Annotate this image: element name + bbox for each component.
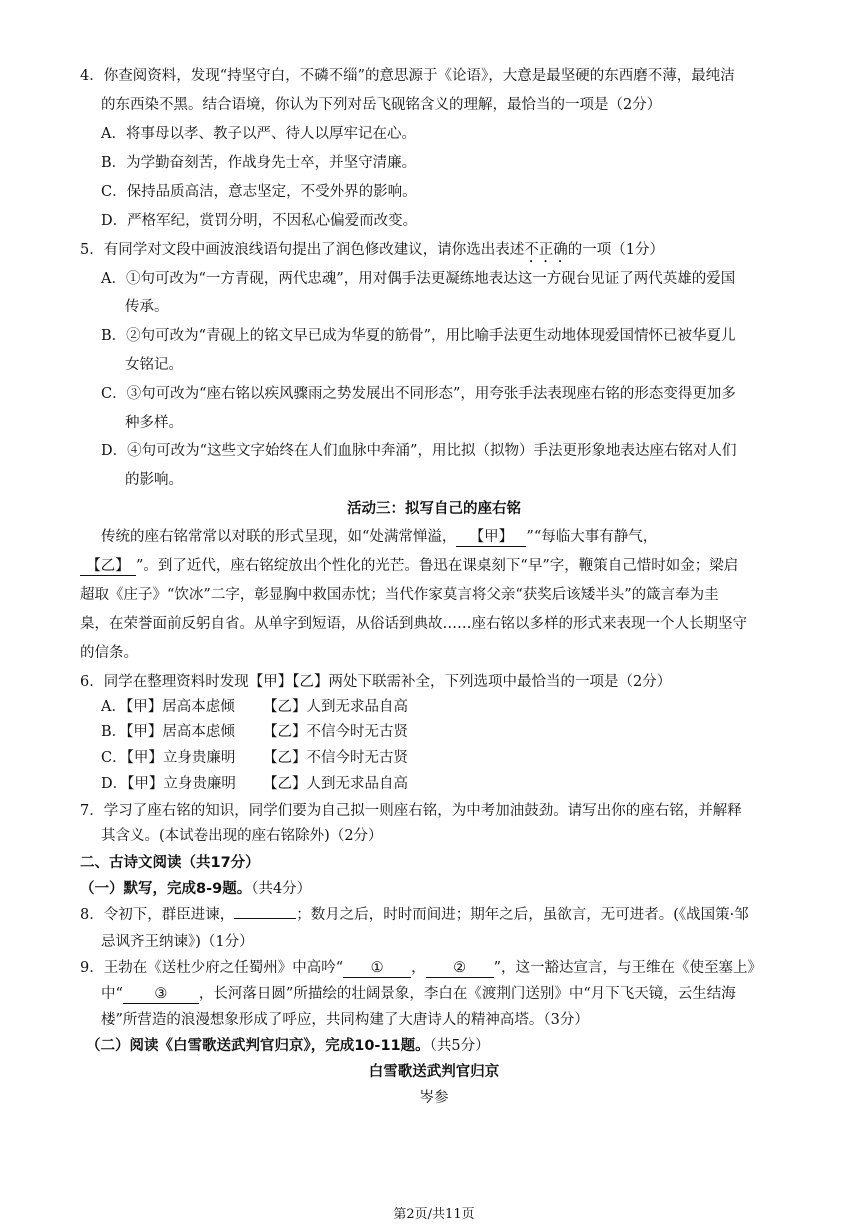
q9-text: ， bbox=[411, 960, 426, 976]
q7-stem-line1: 7．学习了座右铭的知识，同学们要为自己拟一则座右铭，为中考加油鼓劲。请写出你的座右铭，并解释 bbox=[80, 803, 742, 819]
q5-option-a-line2: 传承。 bbox=[125, 299, 169, 315]
page-number: 第2页/共11页 bbox=[393, 1207, 475, 1222]
activity3-title: 活动三：拟写自己的座右铭 bbox=[347, 501, 521, 517]
q6-option-a bbox=[101, 697, 408, 717]
q8-blank[interactable] bbox=[234, 918, 296, 919]
q6-option-c-jia: C．【甲】立身贵廉明 bbox=[101, 750, 236, 766]
q4-option-a: A．将事母以孝、教子以严、待人以厚牢记在心。 bbox=[101, 126, 416, 142]
q5-stem-pre: 5．有同学对文段中画波浪线语句提出了润色修改建议，请你选出表述 bbox=[80, 242, 525, 258]
q6-option-a-jia: A．【甲】居高本虑倾 bbox=[101, 699, 235, 715]
q7-stem-line2: 其含义。(本试卷出现的座右铭除外)（2分） bbox=[101, 828, 383, 844]
q9-line3: 楼”所营造的浪漫想象形成了呼应，共同构建了大唐诗人的精神高塔。（3分） bbox=[101, 1012, 589, 1028]
q9-blank-2[interactable]: ② bbox=[426, 959, 494, 978]
activity3-para-line1 bbox=[101, 527, 657, 547]
activity3-para-line3: 超取《庄子》“饮冰”二字，彰显胸中救国赤忱；当代作家莫言将父亲“获奖后该矮半头”的箴言奉为圭 bbox=[80, 587, 719, 603]
q9-line1 bbox=[80, 958, 762, 978]
q6-option-c-yi: 【乙】不信今时无古贤 bbox=[263, 750, 408, 766]
section2-sub1-heading: （一）默写，完成8-9题。 bbox=[80, 881, 252, 897]
section2-sub1-points: （共4分） bbox=[251, 881, 312, 897]
activity3-text: ”“每临大事有静气， bbox=[526, 529, 658, 545]
q6-option-d bbox=[101, 774, 408, 794]
section2-sub2-heading: （二）阅读《白雪歌送武判官归京》，完成10-11题。 bbox=[86, 1038, 430, 1054]
poem-author: 岑参 bbox=[419, 1090, 449, 1106]
activity3-para-line2 bbox=[80, 556, 738, 576]
q6-option-c bbox=[101, 748, 408, 768]
q6-option-d-jia: D．【甲】立身贵廉明 bbox=[101, 776, 236, 792]
q8-text: 8．令初下，群臣进谏， bbox=[80, 907, 235, 923]
q5-option-c-line1: C．③句可改为“座右铭以疾风骤雨之势发展出不同形态”，用夸张手法表现座右铭的形态变得更加多 bbox=[101, 386, 736, 402]
activity3-text: 传统的座右铭常常以对联的形式呈现，如“处满常惮溢， bbox=[101, 529, 457, 545]
q5-option-b-line2: 女铭记。 bbox=[125, 357, 183, 373]
section2-sub2-points: （共5分） bbox=[429, 1038, 490, 1054]
q6-option-b bbox=[101, 722, 408, 742]
q4-option-d: D．严格军纪，赏罚分明，不因私心偏爱而改变。 bbox=[101, 213, 418, 229]
section2-title: 二、古诗文阅读（共17分） bbox=[80, 855, 260, 871]
q9-text: 中“ bbox=[101, 986, 123, 1002]
q6-option-b-jia: B．【甲】居高本虑倾 bbox=[101, 724, 235, 740]
q5-option-d-line1: D．④句可改为“这些文字始终在人们血脉中奔涌”，用比拟（拟物）手法更形象地表达座右铭对人们 bbox=[101, 443, 737, 459]
q4-stem-line1: 4．你查阅资料，发现“持坚守白，不磷不缁”的意思源于《论语》，大意是最坚硬的东西磨不薄，最纯洁 bbox=[80, 68, 735, 84]
q6-stem: 6．同学在整理资料时发现【甲】【乙】两处下联需补全，下列选项中最恰当的一项是（2分） bbox=[80, 674, 672, 690]
blank-yi: 【乙】 bbox=[80, 557, 136, 576]
q5-option-d-line2: 的影响。 bbox=[125, 472, 183, 488]
q5-option-c-line2: 种多样。 bbox=[125, 415, 183, 431]
q4-option-b: B．为学勤奋刻苦，作战身先士卒，并坚守清廉。 bbox=[101, 155, 417, 171]
q9-text: ”，这一豁达宣言，与王维在《使至塞上》 bbox=[493, 960, 763, 976]
q6-option-a-yi: 【乙】人到无求品自高 bbox=[263, 699, 408, 715]
q5-option-a-line1: A．①句可改为“一方青砚，两代忠魂”，用对偶手法更凝练地表达这一方砚台见证了两代英雄的爱国 bbox=[101, 271, 736, 287]
q9-line2 bbox=[101, 984, 736, 1004]
q8-text: ；数月之后，时时而间进；期年之后，虽欲言，无可进者。(《战国策·邹 bbox=[296, 907, 749, 923]
q5-stem-post: 的一项（1分） bbox=[567, 242, 664, 258]
q5-stem bbox=[80, 240, 664, 266]
activity3-para-line4: 臬，在荣誉面前反躬自省。从单字到短语，从俗话到典故……座右铭以多样的形式来表现一个人长期坚守 bbox=[80, 616, 747, 632]
q8-line2: 忌讽齐王纳谏》)（1分） bbox=[101, 934, 254, 950]
q5-option-b-line1: B．②句可改为“青砚上的铭文早已成为华夏的筋骨”，用比喻手法更生动地体现爱国情怀已被华夏儿 bbox=[101, 328, 736, 344]
activity3-para-line5: 的信条。 bbox=[80, 645, 138, 661]
q8-line1 bbox=[80, 905, 749, 925]
q6-option-b-yi: 【乙】不信今时无古贤 bbox=[263, 724, 408, 740]
section2-sub2 bbox=[86, 1036, 490, 1056]
q4-stem-line2: 的东西染不黑。结合语境，你认为下列对岳飞砚铭含义的理解，最恰当的一项是（2分） bbox=[101, 97, 662, 113]
q4-option-c: C．保持品质高洁，意志坚定，不受外界的影响。 bbox=[101, 184, 417, 200]
section2-sub1 bbox=[80, 879, 311, 899]
activity3-text: ”。到了近代，座右铭绽放出个性化的光芒。鲁迅在课桌刻下“早”字，鞭策自己惜时如金；梁启 bbox=[136, 558, 739, 574]
blank-jia: 【甲】 bbox=[456, 528, 526, 547]
q9-blank-3[interactable]: ③ bbox=[123, 985, 199, 1004]
q9-text: 9．王勃在《送杜少府之任蜀州》中高吟“ bbox=[80, 960, 344, 976]
q5-stem-emphasis: 不正确 bbox=[524, 242, 568, 258]
poem-title: 白雪歌送武判官归京 bbox=[368, 1064, 500, 1080]
q6-option-d-yi: 【乙】人到无求品自高 bbox=[263, 776, 408, 792]
q9-text: ，长河落日圆”所描绘的壮阔景象，李白在《渡荆门送别》中“月下飞天镜，云生结海 bbox=[198, 986, 736, 1002]
q9-blank-1[interactable]: ① bbox=[343, 959, 411, 978]
